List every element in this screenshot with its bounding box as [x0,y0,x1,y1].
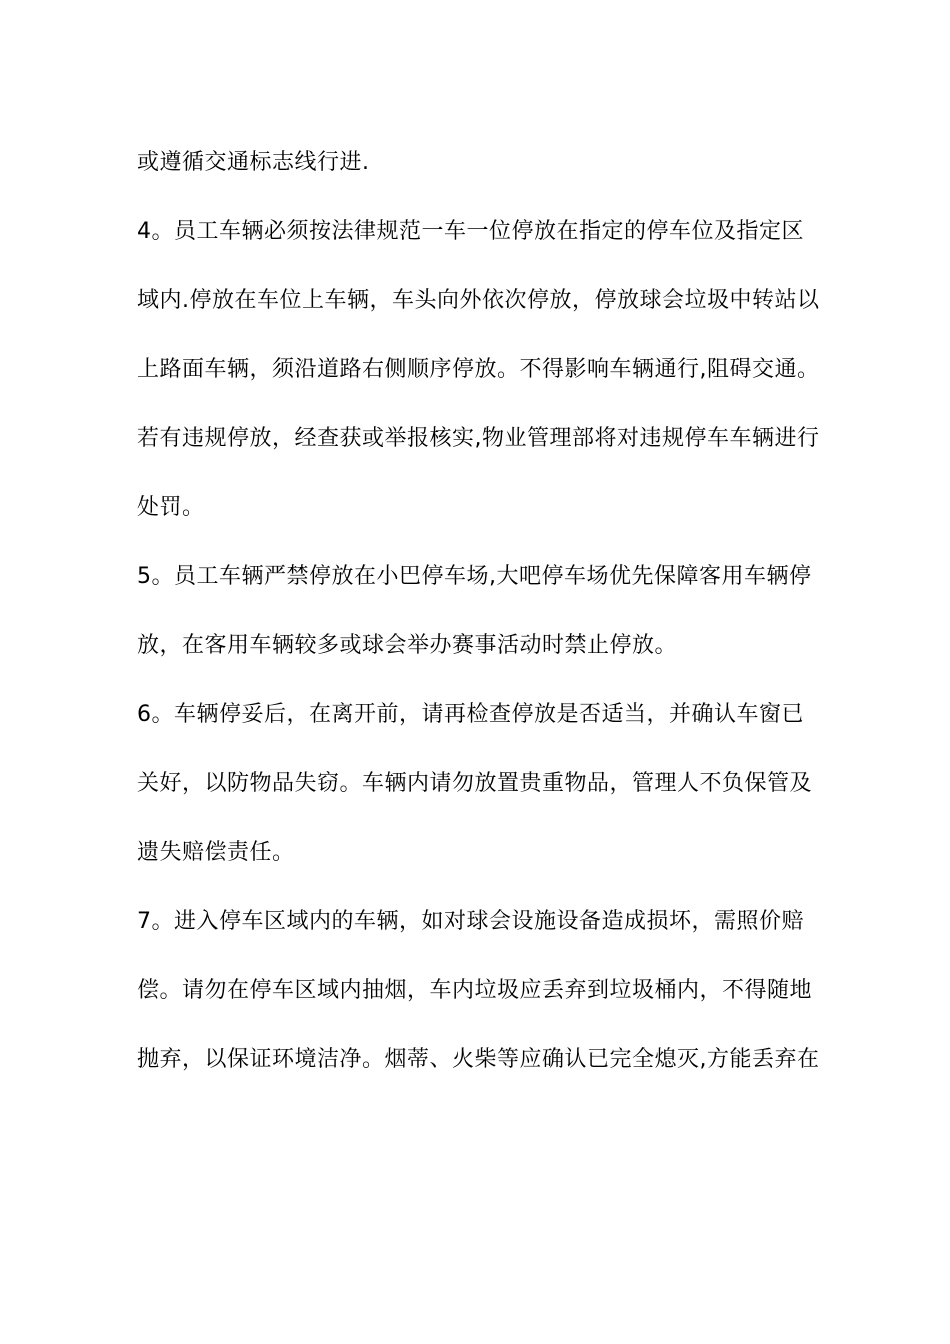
text-line: 7。进入停车区域内的车辆，如对球会设施设备造成损坏，需照价赔 [137,909,804,934]
text-line: 偿。请勿在停车区域内抽烟，车内垃圾应丢弃到垃圾桶内，不得随地 [137,978,813,1003]
text-line: 若有违规停放，经查获或举报核实,物业管理部将对违规停车车辆进行 [137,426,820,451]
text-line: 5。员工车辆严禁停放在小巴停车场,大吧停车场优先保障客用车辆停 [137,564,812,589]
text-line: 域内.停放在车位上车辆，车头向外依次停放，停放球会垃圾中转站以 [137,288,820,313]
text-line: 关好，以防物品失窃。车辆内请勿放置贵重物品，管理人不负保管及 [137,771,813,796]
text-line: 或遵循交通标志线行进. [137,150,370,175]
text-line: 4。员工车辆必须按法律规范一车一位停放在指定的停车位及指定区 [137,219,804,244]
text-line: 抛弃，以保证环境洁净。烟蒂、火柴等应确认已完全熄灭,方能丢弃在 [137,1047,820,1072]
text-line: 6。车辆停妥后，在离开前，请再检查停放是否适当，并确认车窗已 [137,702,804,727]
text-line: 上路面车辆，须沿道路右侧顺序停放。不得影响车辆通行,阻碍交通。 [137,357,820,382]
document-body [137,139,827,1105]
text-line: 放，在客用车辆较多或球会举办赛事活动时禁止停放。 [137,633,678,658]
text-line: 处罚。 [137,495,205,520]
text-line: 遗失赔偿责任。 [137,840,295,865]
